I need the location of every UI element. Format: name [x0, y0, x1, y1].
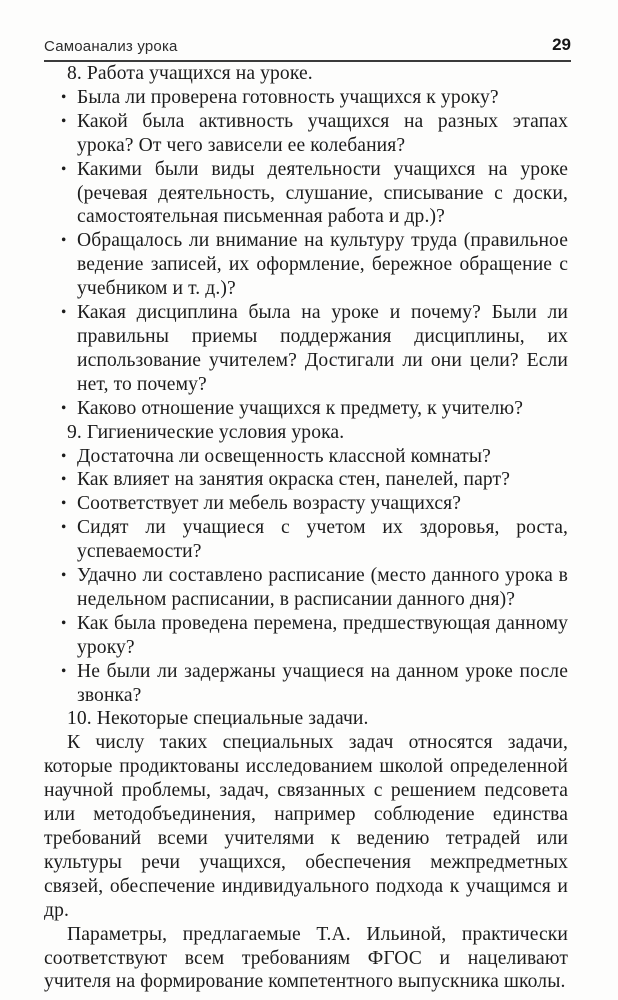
bullet-item	[44, 468, 568, 492]
bullet-marker: •	[61, 495, 67, 513]
bullet-item	[44, 229, 568, 301]
bullet-marker: •	[61, 88, 67, 106]
bullet-text: Достаточна ли освещенность классной комнаты?	[77, 445, 491, 467]
bullet-item	[44, 564, 568, 612]
bullet-item	[44, 492, 568, 516]
bullet-item	[44, 660, 568, 708]
numbered-heading: 10. Некоторые специальные задачи.	[67, 708, 369, 730]
bullet-text: Соответствует ли мебель возрасту учащихся?	[77, 493, 462, 515]
bullet-marker: •	[61, 112, 67, 130]
bullet-item	[44, 86, 568, 110]
bullet-text: Не были ли задержаны учащиеся на данном уроке после звонка?	[77, 660, 568, 706]
bullet-marker: •	[61, 304, 67, 322]
bullet-item	[44, 397, 568, 421]
bullet-marker: •	[61, 662, 67, 680]
bullet-marker: •	[61, 519, 67, 537]
bullet-item	[44, 110, 568, 158]
body-paragraph: К числу таких специальных задач относятся задачи, которые продиктованы исследованием школой определенной научной проблемы, задач, связанных с решением педсовета или методобъединения, например соблюдение единства требований всеми учителями к ведению тетрадей или культуры речи учащихся, обеспечения межпредметных связей, обеспечение индивидуального подхода к учащимся и др.	[44, 732, 568, 921]
bullet-text: Сидят ли учащиеся с учетом их здоровья, роста, успеваемости?	[77, 517, 568, 563]
body-paragraph: Параметры, предлагаемые Т.А. Ильиной, практически соответствуют всем требованиям ФГОС и нацеливают учителя на формирование компетентного выпускника школы.	[44, 923, 568, 993]
numbered-heading: 8. Работа учащихся на уроке.	[67, 63, 313, 84]
bullet-text: Какими были виды деятельности учащихся на уроке (речевая деятельность, слушание, списывание с доски, самостоятельная письменная работа и др.)?	[77, 158, 568, 228]
bullet-text: Как была проведена перемена, предшествующая данному уроку?	[77, 612, 568, 658]
bullet-text: Какая дисциплина была на уроке и почему? Были ли правильны приемы поддержания дисциплины, их использование учителем? Достигали ли они цели? Если нет, то почему?	[77, 302, 568, 395]
bullet-item	[44, 516, 568, 564]
bullet-text: Как влияет на занятия окраска стен, панелей, парт?	[77, 469, 510, 491]
bullet-marker: •	[61, 567, 67, 585]
bullet-text: Удачно ли составлено расписание (место данного урока в недельном расписании, в расписании данного дня)?	[77, 565, 568, 610]
bullet-marker: •	[61, 399, 67, 417]
page-header	[44, 35, 571, 62]
bullet-text: Каково отношение учащихся к предмету, к учителю?	[77, 397, 524, 419]
bullet-item	[44, 445, 568, 469]
bullet-marker: •	[61, 614, 67, 632]
bullet-item	[44, 301, 568, 397]
bullet-marker: •	[61, 447, 67, 465]
running-title: Самоанализ урока	[44, 38, 178, 55]
bullet-item	[44, 612, 568, 660]
bullet-text: Обращалось ли внимание на культуру труда (правильное ведение записей, их оформление, бережное обращение с учебником и т. д.)?	[77, 230, 568, 300]
bullet-text: Была ли проверена готовность учащихся к уроку?	[77, 86, 499, 108]
bullet-text: Какой была активность учащихся на разных этапах урока? От чего зависели ее колебания?	[77, 110, 568, 156]
page-body	[44, 62, 568, 994]
page-number: 29	[552, 35, 571, 54]
bullet-marker: •	[61, 232, 67, 250]
bullet-item	[44, 158, 568, 230]
bullet-marker: •	[61, 471, 67, 489]
numbered-heading: 9. Гигиенические условия урока.	[67, 421, 345, 443]
bullet-marker: •	[61, 160, 67, 178]
